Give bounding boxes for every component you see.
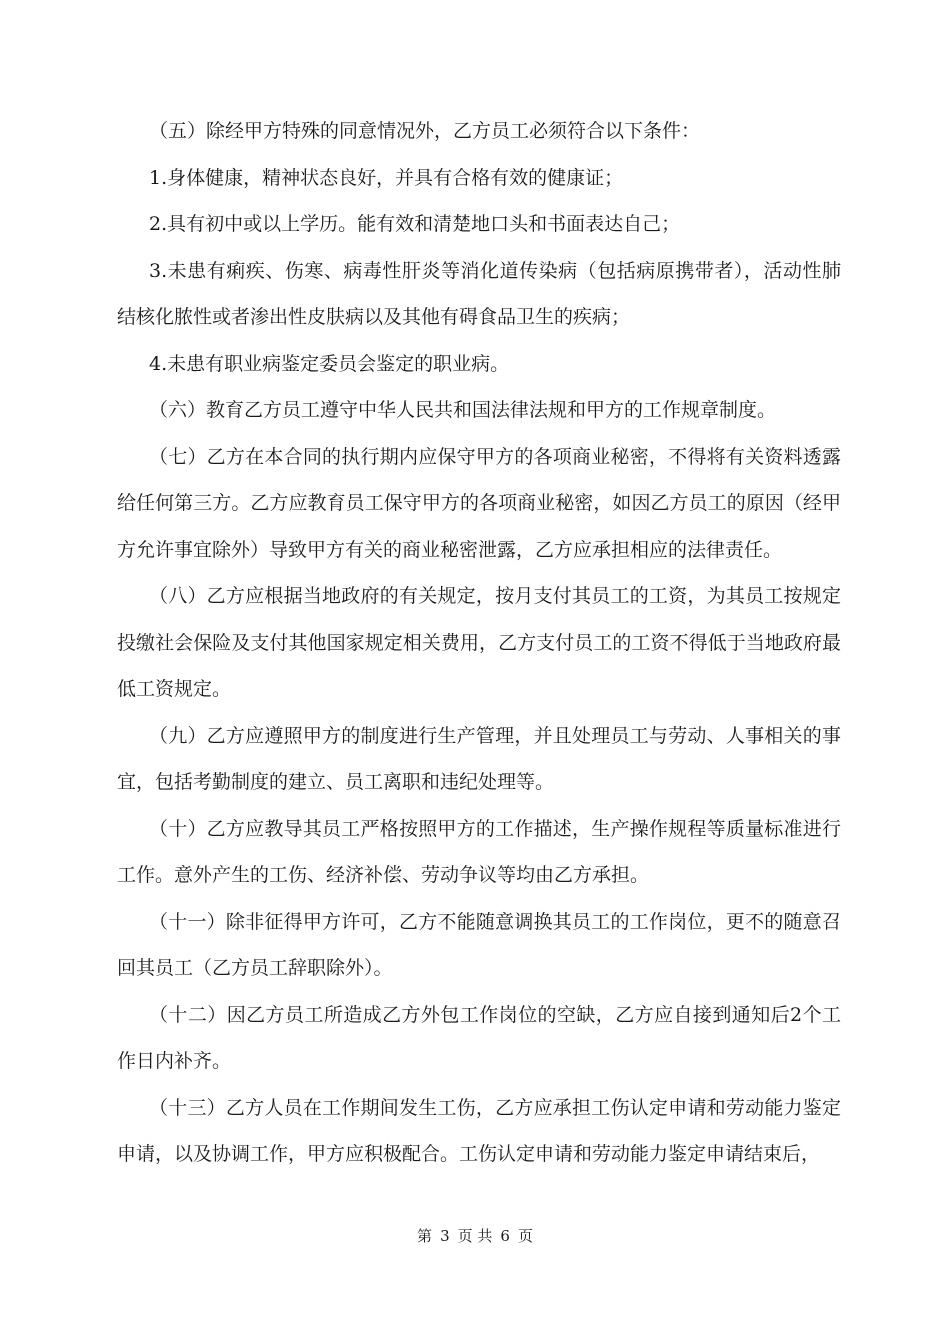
paragraph-6-clause: （六）教育乙方员工遵守中华人民共和国法律法规和甲方的工作规章制度。: [149, 399, 777, 421]
paragraph-8-clause: （八）乙方应根据当地政府的有关规定，按月支付其员工的工资，为其员工按规定投缴社会保险及支付其他国家规定相关费用，乙方支付员工的工资不得低于当地政府最低工资规定。: [117, 585, 841, 700]
paragraph-condition-1: 1.身体健康，精神状态良好，并具有合格有效的健康证；: [149, 166, 624, 189]
footer-current-page: 3: [440, 1227, 450, 1245]
footer-suffix: 页: [517, 1227, 533, 1245]
paragraph-10-clause: （十）乙方应教导其员工严格按照甲方的工作描述，生产操作规程等质量标准进行工作。意外产生的工伤、经济补偿、劳动争议等均由乙方承担。: [117, 817, 841, 886]
footer-prefix: 第: [417, 1227, 433, 1245]
paragraph-condition-2: 2.具有初中或以上学历。能有效和清楚地口头和书面表达自己；: [149, 213, 681, 235]
paragraph-7-clause: （七）乙方在本合同的执行期内应保守甲方的各项商业秘密，不得将有关资料透露给任何第三方。乙方应教育员工保守甲方的各项商业秘密，如因乙方员工的原因（经甲方允许事宜除外）导致甲方有关的商业秘密泄露，乙方应承担相应的法律责任。: [117, 445, 841, 561]
paragraph-9-clause: （九）乙方应遵照甲方的制度进行生产管理，并且处理员工与劳动、人事相关的事宜，包括考勤制度的建立、员工离职和违纪处理等。: [117, 724, 841, 793]
paragraph-condition-4: 4.未患有职业病鉴定委员会鉴定的职业病。: [149, 352, 510, 375]
footer-total-pages: 6: [500, 1227, 510, 1245]
paragraph-5-clause: （五）除经甲方特殊的同意情况外，乙方员工必须符合以下条件：: [149, 120, 701, 142]
paragraph-12-clause: （十二）因乙方员工所造成乙方外包工作岗位的空缺，乙方应自接到通知后2个工作日内补齐。: [117, 1003, 841, 1072]
page-footer: [0, 1226, 950, 1246]
document-body: [117, 108, 841, 1178]
paragraph-condition-3: 3.未患有痢疾、伤寒、病毒性肝炎等消化道传染病（包括病原携带者），活动性肺结核化脓性或者渗出性皮肤病以及其他有碍食品卫生的疾病；: [117, 259, 841, 328]
paragraph-13-clause: （十三）乙方人员在工作期间发生工伤，乙方应承担工伤认定申请和劳动能力鉴定申请，以及协调工作，甲方应积极配合。工伤认定申请和劳动能力鉴定申请结束后，: [117, 1096, 841, 1165]
paragraph-11-clause: （十一）除非征得甲方许可，乙方不能随意调换其员工的工作岗位，更不的随意召回其员工（乙方员工辞职除外）。: [117, 910, 841, 979]
footer-middle: 页 共: [457, 1227, 493, 1245]
